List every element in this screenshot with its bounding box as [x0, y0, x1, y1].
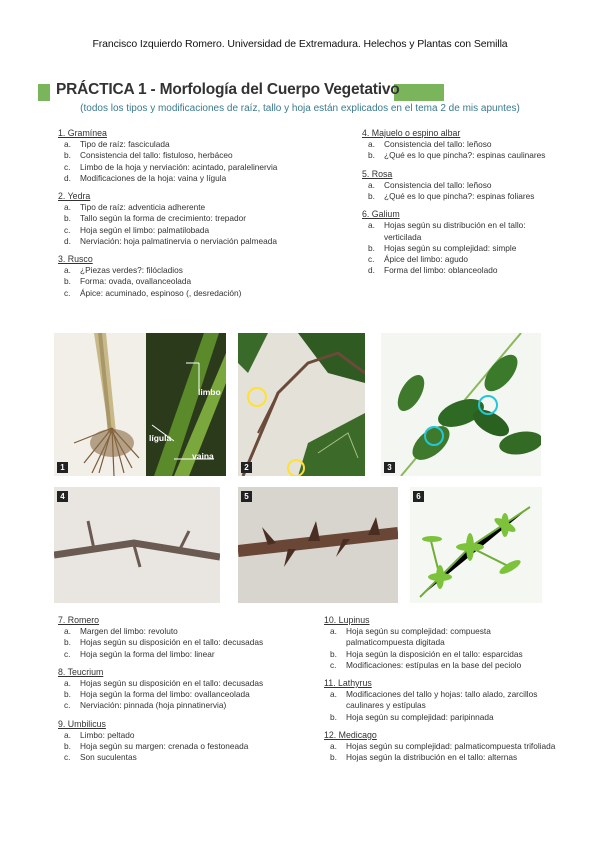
section-block — [324, 678, 560, 723]
list-item — [330, 741, 560, 752]
section-list — [362, 220, 562, 276]
photo-rosa — [238, 487, 398, 603]
list-item-text: Hoja según la forma del limbo: ovallanceolada — [80, 689, 250, 700]
list-item — [64, 678, 318, 689]
list-item-text: Hojas según su disposición en el tallo: decusadas — [80, 678, 264, 689]
photo-number: 5 — [241, 491, 252, 502]
list-item — [330, 648, 560, 660]
page-subtitle: (todos los tipos y modificaciones de raíz, tallo y hoja están explicados en el tema 2 de mis apuntes) — [80, 103, 520, 114]
section-title: 9. Umbilicus — [58, 718, 106, 729]
photo-graminea — [54, 333, 226, 476]
list-item-text: ¿Qué es lo que pincha?: espinas foliares — [384, 191, 535, 202]
section-block — [58, 128, 348, 184]
section-block — [58, 667, 318, 712]
list-marker: d. — [368, 265, 375, 276]
list-item — [64, 172, 348, 184]
list-item-text: Modificaciones de la hoja: vaina y lígula — [80, 172, 227, 183]
list-marker: b. — [64, 689, 71, 700]
section-title: 10. Lupinus — [324, 615, 370, 625]
section-list — [324, 741, 560, 763]
section-list — [58, 678, 318, 712]
list-item-text: Hoja según su margen: crenada o festoneada — [80, 741, 249, 752]
section-list — [58, 730, 318, 764]
list-item-text: Forma: ovada, ovallanceolada — [80, 276, 192, 287]
list-item — [64, 729, 318, 741]
list-marker: b. — [368, 242, 375, 253]
list-item-text: Consistencia del tallo: leñoso — [384, 139, 492, 150]
section-title: 6. Galium — [362, 209, 400, 220]
list-marker: c. — [64, 648, 71, 659]
section-block — [362, 209, 562, 276]
section-block — [362, 128, 562, 162]
section-title: 1. Gramínea — [58, 128, 107, 138]
list-item-text: Ápice del limbo: agudo — [384, 254, 468, 265]
sections-top-left — [58, 128, 348, 306]
list-item — [368, 265, 562, 276]
list-item — [368, 150, 562, 161]
list-marker: a. — [64, 626, 71, 637]
page-title: PRÁCTICA 1 - Morfología del Cuerpo Vegetativo — [56, 81, 400, 98]
title-accent-left — [38, 84, 50, 101]
list-item — [64, 700, 318, 711]
list-item — [64, 637, 318, 648]
list-item-text: Modificaciones: estípulas en la base del peciolo — [346, 659, 522, 670]
list-item-text: Hoja según la forma del limbo: linear — [80, 648, 215, 659]
list-item-text: Consistencia del tallo: leñoso — [384, 179, 492, 190]
page-header: Francisco Izquierdo Romero. Universidad de Extremadura. Helechos y Plantas con Semilla — [92, 38, 508, 50]
list-item-text: Limbo: peltado — [80, 729, 135, 740]
list-item-text: Nerviación: pinnada (hoja pinnatinervia) — [80, 700, 227, 711]
list-marker: b. — [368, 191, 375, 202]
section-list — [324, 626, 560, 671]
list-item — [64, 287, 348, 299]
list-marker: b. — [330, 648, 337, 659]
list-marker: b. — [64, 276, 71, 287]
list-marker: b. — [64, 637, 71, 648]
label-ligula: lígula — [149, 433, 172, 443]
list-item-text: Ápice: acuminado, espinoso (, desredación) — [80, 287, 242, 298]
list-item — [330, 689, 560, 711]
sections-top-right — [362, 128, 562, 283]
list-item — [64, 235, 348, 247]
list-marker: b. — [330, 752, 337, 763]
list-item — [64, 139, 348, 150]
list-marker: a. — [368, 179, 375, 190]
list-marker: b. — [64, 150, 71, 161]
list-item-text: Tipo de raíz: fasciculada — [80, 139, 170, 150]
list-item-text: Tallo según la forma de crecimiento: trepador — [80, 213, 247, 224]
list-item — [368, 179, 562, 191]
list-marker: a. — [330, 626, 337, 637]
photo-number: 4 — [57, 491, 68, 502]
list-item — [330, 752, 560, 763]
list-item — [330, 711, 560, 723]
photo-number: 1 — [57, 462, 68, 473]
list-item-text: Limbo de la hoja y nerviación: acintado, paralelinervia — [80, 161, 278, 172]
section-title: 11. Lathyrus — [324, 678, 372, 689]
section-block — [58, 615, 318, 660]
section-block — [324, 615, 560, 671]
label-limbo: limbo — [198, 387, 221, 397]
title-accent-right — [394, 84, 444, 101]
list-item-text: Hoja según el limbo: palmatilobada — [80, 224, 210, 235]
section-title: 2. Yedra — [58, 191, 91, 202]
list-marker: d. — [64, 235, 71, 246]
list-item — [64, 161, 348, 173]
label-vaina: vaina — [192, 451, 214, 461]
section-list — [58, 265, 348, 299]
list-marker: a. — [330, 741, 337, 752]
list-item-text: Hojas según su complejidad: simple — [384, 242, 517, 253]
sections-bottom-left — [58, 615, 318, 770]
list-marker: c. — [330, 659, 337, 670]
list-item-text: Hoja según su complejidad: compuesta palmaticompuesta digitada — [346, 626, 491, 648]
list-marker: b. — [330, 711, 337, 722]
section-list — [58, 202, 348, 247]
list-marker: c. — [64, 700, 71, 711]
list-item-text: Son suculentas — [80, 752, 137, 763]
list-item-text: Hojas según su complejidad: palmaticompuesta trifoliada — [346, 741, 556, 752]
section-list — [58, 139, 348, 184]
list-item — [64, 224, 348, 236]
list-item-text: Hoja según su complejidad: paripinnada — [346, 711, 494, 722]
list-marker: a. — [368, 139, 375, 150]
section-title: 7. Romero — [58, 615, 100, 625]
list-marker: c. — [64, 752, 71, 763]
list-item — [64, 213, 348, 224]
list-item — [64, 626, 318, 637]
list-marker: c. — [64, 287, 71, 298]
list-item — [64, 150, 348, 161]
list-item — [64, 276, 348, 287]
section-block — [58, 191, 348, 247]
list-item-text: Margen del limbo: revoluto — [80, 626, 178, 637]
section-block — [58, 254, 348, 299]
section-title: 5. Rosa — [362, 168, 393, 179]
list-item — [368, 254, 562, 265]
list-item-text: Modificaciones del tallo y hojas: tallo alado, zarcillos caulinares y estípulas — [346, 689, 538, 711]
list-item — [368, 242, 562, 254]
list-item-text: Forma del limbo: oblanceolado — [384, 265, 498, 276]
section-title: 8. Teucrium — [58, 666, 104, 677]
section-list — [58, 626, 318, 660]
sections-bottom-right — [324, 615, 560, 770]
list-item — [368, 191, 562, 202]
section-title: 3. Rusco — [58, 254, 93, 265]
section-list — [324, 689, 560, 723]
photo-rusco — [381, 333, 541, 476]
list-marker: c. — [64, 224, 71, 235]
photo-majuelo — [54, 487, 220, 603]
list-marker: d. — [64, 172, 71, 183]
list-marker: b. — [64, 213, 71, 224]
list-marker: a. — [64, 265, 71, 276]
list-item — [64, 648, 318, 660]
list-item-text: Tipo de raíz: adventicia adherente — [80, 202, 206, 213]
section-block — [324, 730, 560, 764]
list-marker: a. — [368, 220, 375, 231]
list-marker: b. — [64, 741, 71, 752]
list-item-text: Hojas según su distribución en el tallo: verticilada — [384, 220, 526, 242]
list-item — [64, 752, 318, 763]
list-marker: c. — [64, 161, 71, 172]
list-item — [64, 265, 348, 276]
list-item-text: ¿Qué es lo que pincha?: espinas caulinares — [384, 150, 546, 161]
photo-galium — [410, 487, 542, 603]
list-marker: a. — [64, 729, 71, 740]
list-marker: c. — [368, 254, 375, 265]
list-item — [64, 689, 318, 700]
photo-number: 6 — [413, 491, 424, 502]
photo-yedra — [238, 333, 365, 476]
list-marker: b. — [368, 150, 375, 161]
section-list — [362, 139, 562, 161]
section-title: 12. Medicago — [324, 729, 377, 740]
list-item — [330, 626, 560, 648]
list-item-text: ¿Piezas verdes?: filócladios — [80, 265, 183, 276]
list-item — [64, 202, 348, 213]
photo-number: 2 — [241, 462, 252, 473]
list-marker: a. — [64, 139, 71, 150]
list-item — [368, 220, 562, 242]
section-list — [362, 180, 562, 202]
list-marker: a. — [64, 202, 71, 213]
section-title: 4. Majuelo o espino albar — [362, 128, 461, 138]
list-item-text: Hojas según la distribución en el tallo: alternas — [346, 752, 518, 763]
list-item — [64, 741, 318, 752]
section-block — [58, 719, 318, 764]
list-marker: a. — [64, 678, 71, 689]
photo-number: 3 — [384, 462, 395, 473]
list-marker: a. — [330, 689, 337, 700]
list-item-text: Consistencia del tallo: fistuloso, herbáceo — [80, 150, 233, 161]
list-item-text: Hojas según su disposición en el tallo: decusadas — [80, 637, 264, 648]
list-item — [368, 139, 562, 150]
list-item-text: Nerviación: hoja palmatinervia o nerviación palmeada — [80, 235, 277, 246]
list-item — [330, 659, 560, 671]
list-item-text: Hoja según la disposición en el tallo: esparcidas — [346, 648, 523, 659]
section-block — [362, 169, 562, 203]
